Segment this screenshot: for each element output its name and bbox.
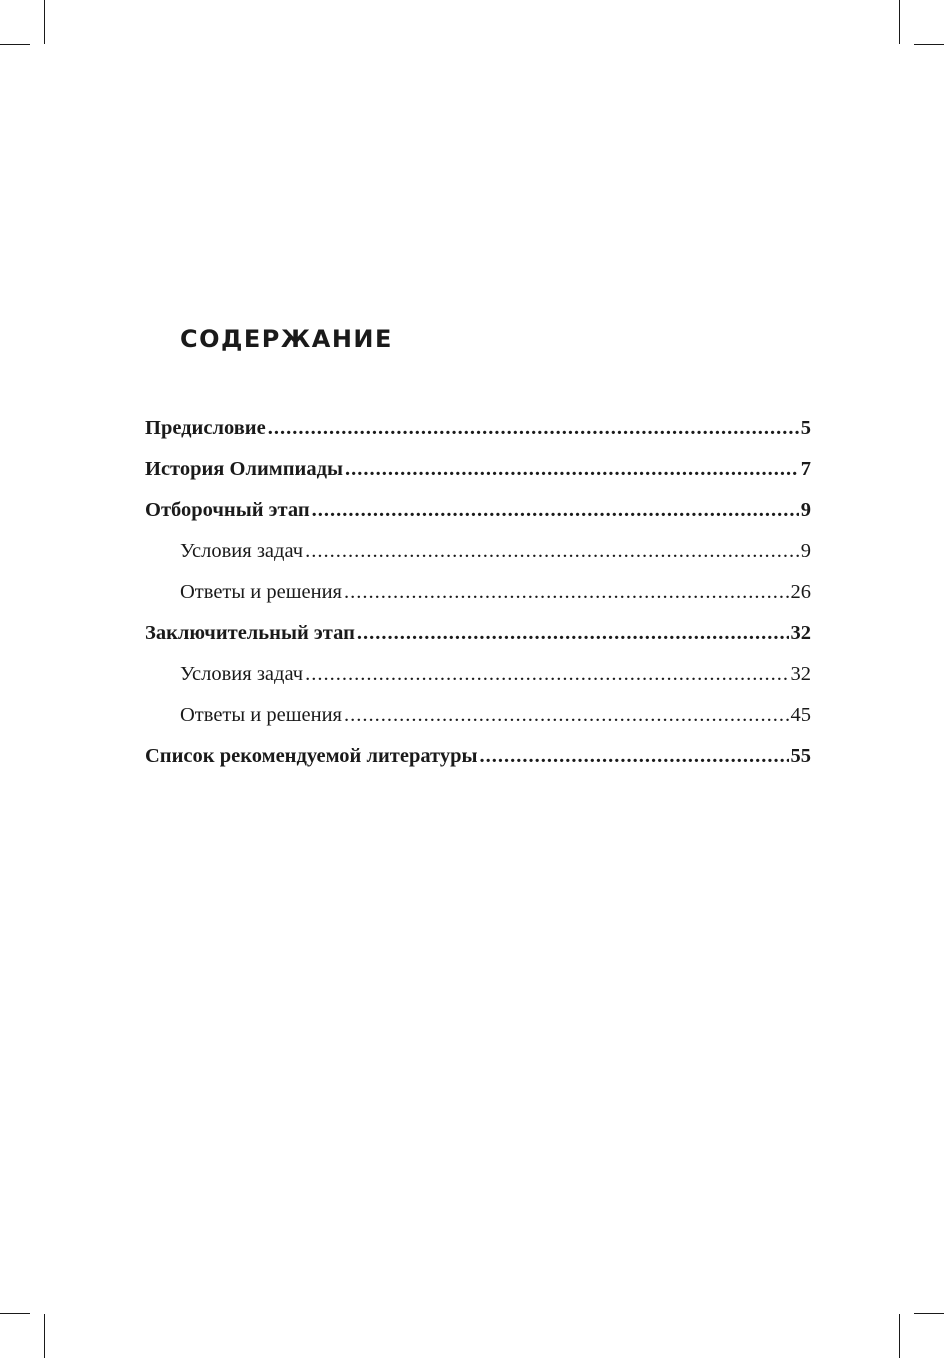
toc-entry-label: Заключительный этап [145,622,355,644]
toc-entry-label: История Олимпиады [145,458,343,480]
toc-subentry [145,572,811,613]
toc-subentry [145,695,811,736]
toc-entry-label: Условия задач [180,663,304,685]
toc-leader-dots [305,654,788,695]
toc-leader-dots [480,736,789,777]
toc-entry-label: Ответы и решения [180,704,342,726]
crop-mark-top-right-horizontal [914,44,944,45]
toc-entry-label: Список рекомендуемой литературы [145,745,478,767]
toc-entry-page: 55 [790,745,811,767]
toc-entry-page: 26 [790,581,811,603]
toc-leader-dots [305,531,799,572]
crop-mark-bottom-right-vertical [899,1314,900,1358]
toc-entry-page: 9 [800,499,811,521]
toc-subentry [145,654,811,695]
toc-leader-dots [268,408,799,449]
toc-entry-label: Условия задач [180,540,304,562]
toc-leader-dots [312,490,799,531]
toc-entry [145,613,811,654]
table-of-contents [145,408,811,777]
crop-mark-bottom-right-horizontal [914,1313,944,1314]
crop-mark-bottom-left-horizontal [0,1313,30,1314]
toc-entry [145,736,811,777]
toc-entry [145,490,811,531]
toc-leader-dots [345,449,799,490]
page-title: СОДЕРЖАНИЕ [180,325,393,353]
toc-leader-dots [357,613,789,654]
toc-entry-page: 7 [800,458,811,480]
crop-mark-top-left-horizontal [0,44,30,45]
crop-mark-top-right-vertical [899,0,900,44]
toc-entry-page: 5 [800,417,811,439]
crop-mark-top-left-vertical [44,0,45,44]
toc-leader-dots [344,572,789,613]
toc-entry-page: 45 [790,704,811,726]
toc-subentry [145,531,811,572]
toc-entry [145,408,811,449]
toc-entry-page: 9 [800,540,811,562]
toc-leader-dots [344,695,789,736]
toc-entry-page: 32 [790,622,811,644]
crop-mark-bottom-left-vertical [44,1314,45,1358]
toc-entry-label: Ответы и решения [180,581,342,603]
toc-entry-page: 32 [790,663,811,685]
toc-entry-label: Отборочный этап [145,499,310,521]
toc-entry [145,449,811,490]
toc-entry-label: Предисловие [145,417,266,439]
